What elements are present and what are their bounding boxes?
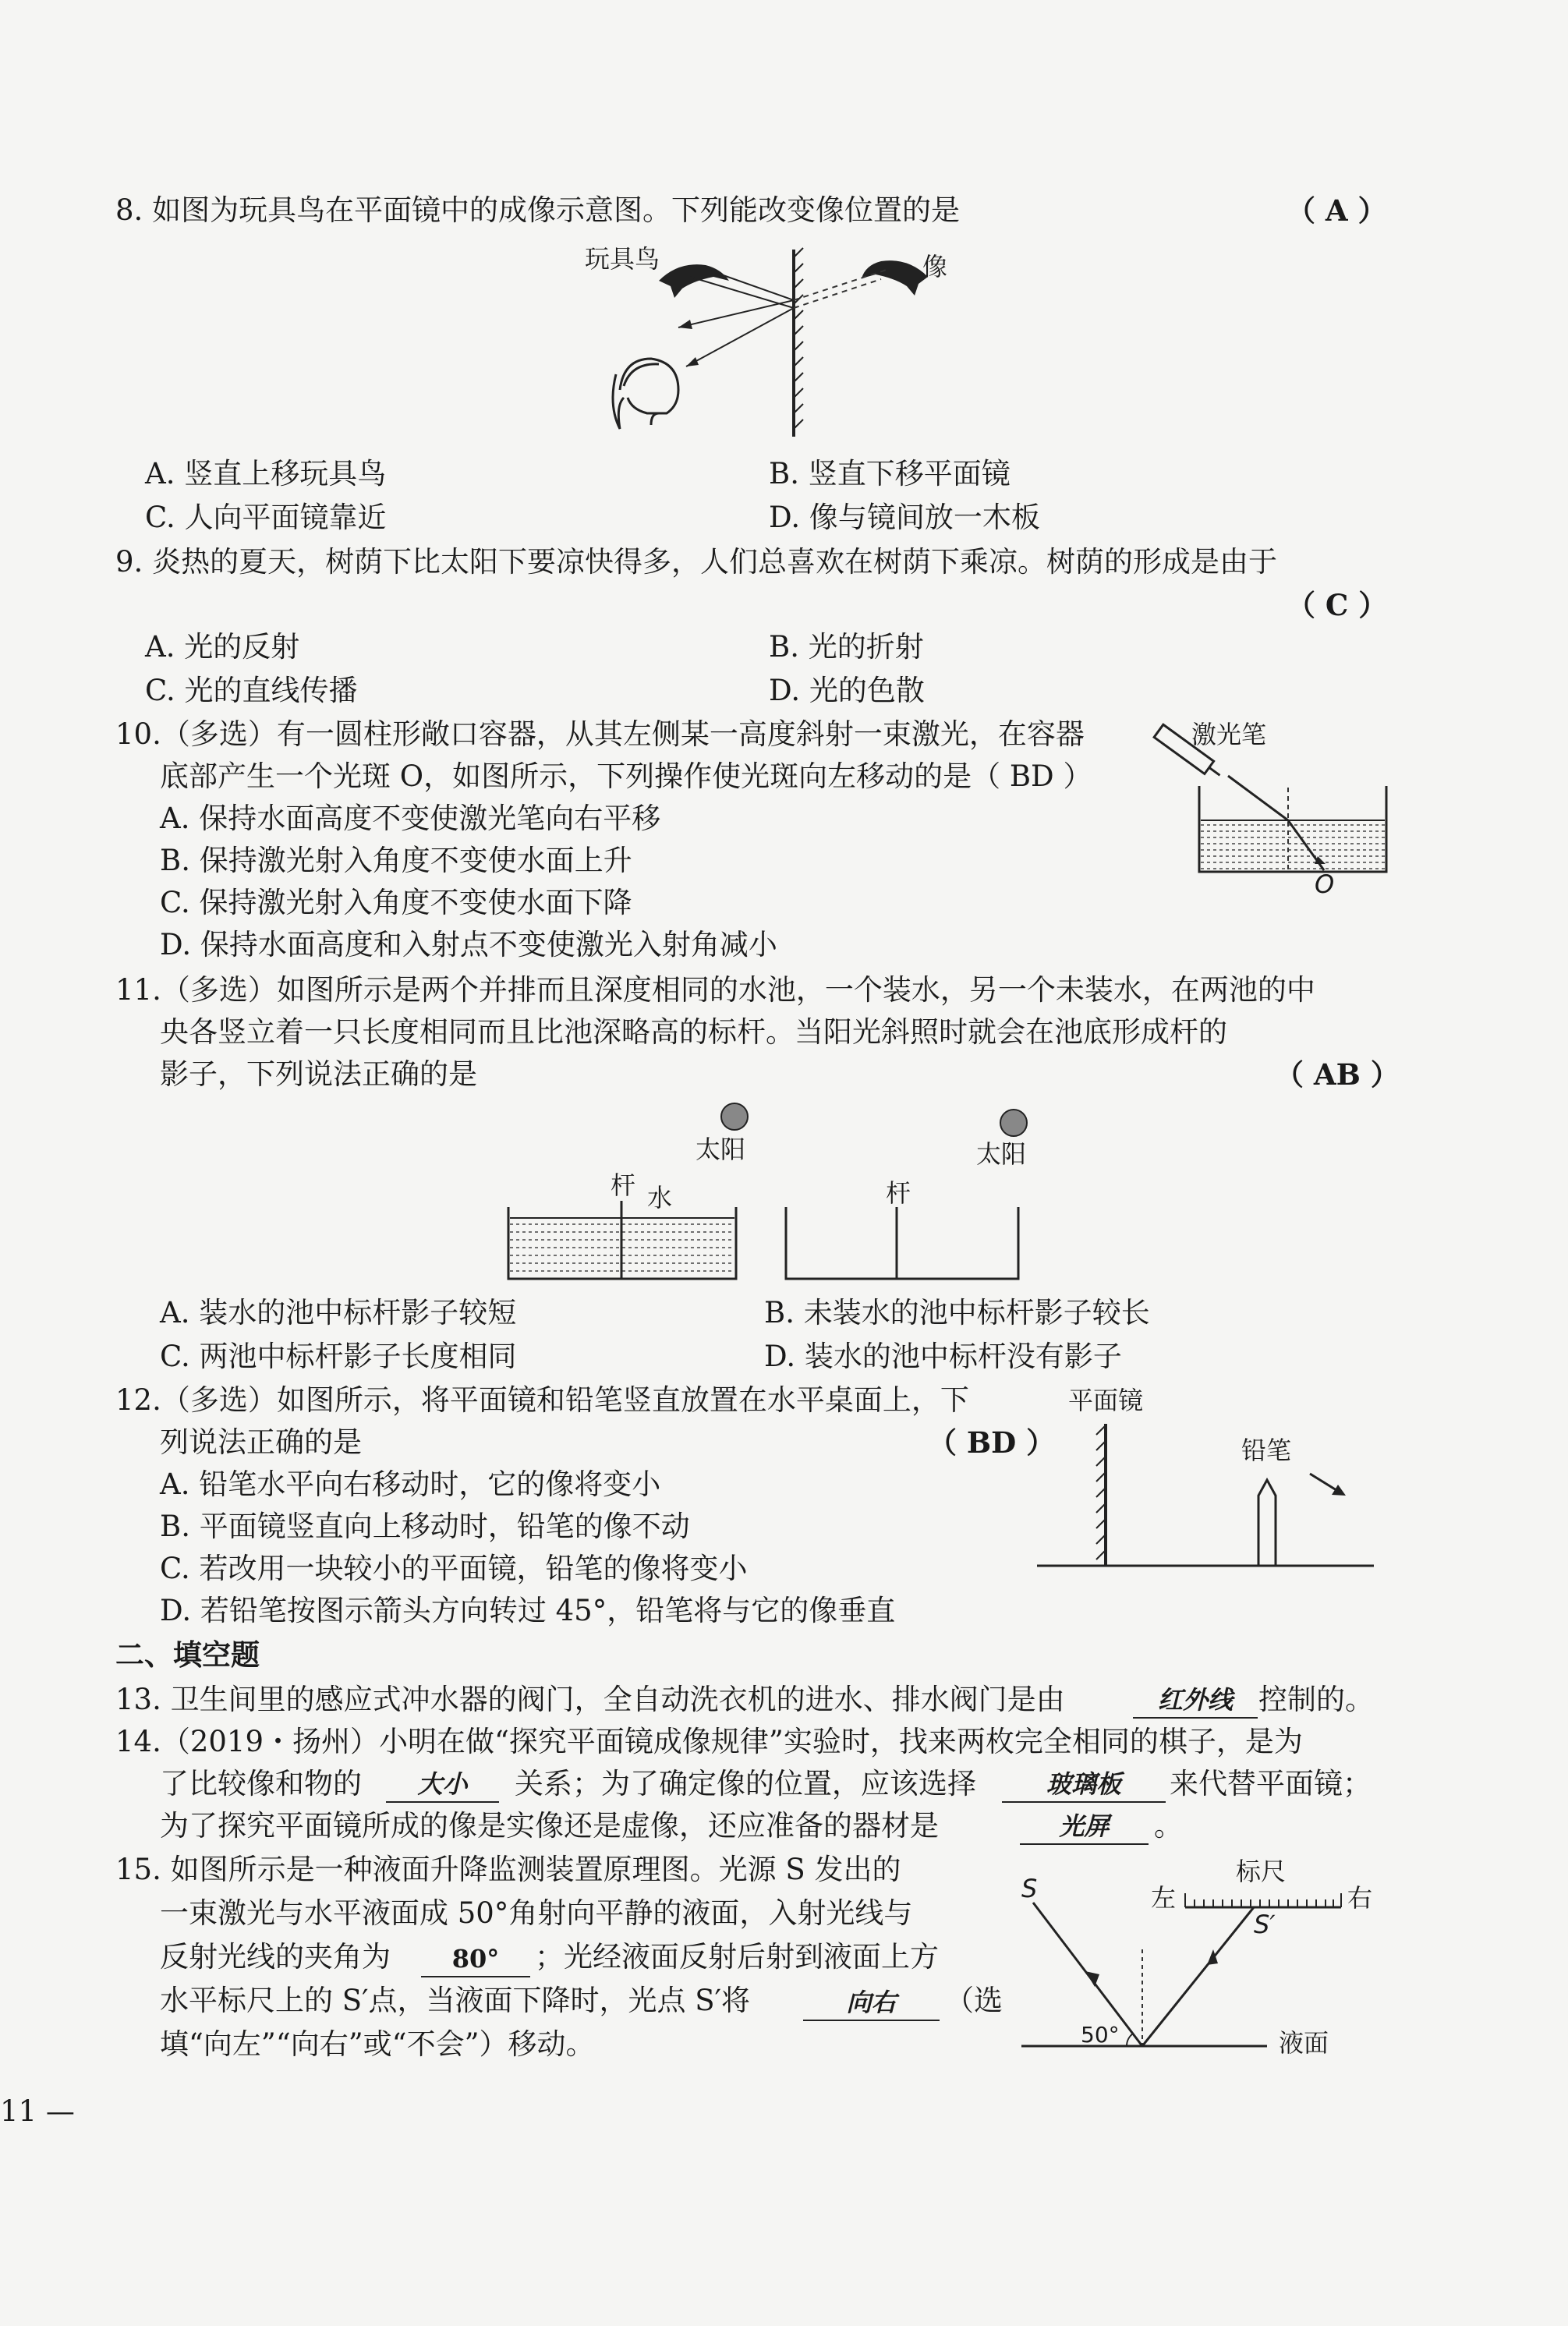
q15-line5: 填“向左”“向右”或“不会”）移动。 — [160, 2027, 595, 2061]
q15-fig-spot-label: S′ — [1254, 1910, 1276, 1939]
q11-option-b: B. 未装水的池中标杆影子较长 — [764, 1296, 1150, 1329]
q14-l2a: 了比较像和物的 — [160, 1767, 362, 1800]
q15-fig-source-label: S — [1021, 1874, 1038, 1903]
q12-option-d: D. 若铅笔按图示箭头方向转过 45°，铅笔将与它的像垂直 — [160, 1594, 896, 1627]
q8-fig-image-label: 像 — [922, 252, 948, 281]
q10-option-b: B. 保持激光射入角度不变使水面上升 — [160, 844, 632, 877]
q8-option-b: B. 竖直下移平面镜 — [769, 457, 1011, 490]
q9-option-a: A. 光的反射 — [145, 630, 300, 664]
q9-option-c: C. 光的直线传播 — [145, 674, 358, 707]
q15-line2: 一束激光与水平液面成 50°角射向平静的液面，入射光线与 — [160, 1896, 913, 1930]
q12-line1: 12.（多选）如图所示，将平面镜和铅笔竖直放置在水平桌面上，下 — [115, 1383, 969, 1417]
q11-option-d: D. 装水的池中标杆没有影子 — [764, 1340, 1122, 1373]
q12-fig-mirror-label: 平面镜 — [1068, 1386, 1144, 1415]
q11-line3: 影子，下列说法正确的是 — [160, 1057, 477, 1091]
q9-stem: 9. 炎热的夏天，树荫下比太阳下要凉快得多，人们总喜欢在树荫下乘凉。树荫的形成是由于 — [115, 545, 1278, 579]
q8-option-d: D. 像与镜间放一木板 — [769, 501, 1040, 534]
q10-fig-laser-label: 激光笔 — [1191, 720, 1267, 749]
q8-answer: （ A ） — [1287, 193, 1387, 228]
q10-option-a: A. 保持水面高度不变使激光笔向右平移 — [160, 802, 661, 835]
q14-l2c: 来代替平面镜； — [1170, 1767, 1372, 1800]
q10-line1: 10.（多选）有一圆柱形敞口容器，从其左侧某一高度斜射一束激光，在容器 — [115, 717, 1085, 751]
q10-option-c: C. 保持激光射入角度不变使水面下降 — [160, 886, 632, 919]
q10-line2: 底部产生一个光斑 O，如图所示，下列操作使光斑向左移动的是（ BD ） — [160, 759, 1092, 793]
q9-option-d: D. 光的色散 — [769, 674, 925, 707]
q8-option-a: A. 竖直上移玩具鸟 — [145, 457, 387, 490]
q15-reflected-ray — [1142, 1907, 1254, 2046]
q11-line2: 央各竖立着一只长度相同而且比池深略高的标杆。当阳光斜照时就会在池底形成杆的 — [160, 1015, 1227, 1049]
q11-fig-water-label: 水 — [647, 1183, 673, 1213]
q11-fig-pole-left-label: 杆 — [611, 1170, 636, 1200]
q14-l3b: 。 — [1154, 1809, 1183, 1843]
q15-blank1: 80° — [421, 1942, 530, 1977]
q11-option-c: C. 两池中标杆影子长度相同 — [160, 1340, 517, 1373]
q12-answer: （ BD ） — [928, 1425, 1056, 1460]
q9-answer: （ C ） — [1287, 588, 1388, 622]
q15-l4a: 水平标尺上的 S′点，当液面下降时，光点 S′将 — [160, 1984, 751, 2017]
q15-fig-angle-label: 50° — [1081, 2022, 1120, 2048]
q14-line1: 14.（2019・扬州）小明在做“探究平面镜成像规律”实验时，找来两枚完全相同的棋子，是为 — [115, 1725, 1303, 1758]
q15-fig-surface-label: 液面 — [1279, 2028, 1329, 2058]
q15-l3a: 反射光线的夹角为 — [160, 1940, 391, 1974]
q11-line1: 11.（多选）如图所示是两个并排而且深度相同的水池，一个装水，另一个未装水，在两池的中 — [115, 973, 1315, 1007]
q10-fig-spot-label: O — [1315, 869, 1335, 899]
q14-blank2: 玻璃板 — [1002, 1767, 1166, 1803]
section-2-title: 二、填空题 — [115, 1637, 260, 1672]
q11-fig-sun-left-label: 太阳 — [696, 1135, 746, 1164]
q12-line2: 列说法正确的是 — [160, 1425, 362, 1459]
q11-option-a: A. 装水的池中标杆影子较短 — [160, 1296, 517, 1329]
q12-option-a: A. 铅笔水平向右移动时，它的像将变小 — [160, 1467, 661, 1501]
q9-option-b: B. 光的折射 — [769, 630, 924, 664]
q8-option-c: C. 人向平面镜靠近 — [145, 501, 387, 534]
q14-blank3: 光屏 — [1020, 1809, 1149, 1845]
q14-blank1: 大小 — [386, 1767, 499, 1803]
q13-blank: 红外线 — [1133, 1683, 1258, 1719]
q14-l2b: 关系；为了确定像的位置，应该选择 — [515, 1767, 976, 1800]
q15-l3b: ；光经液面反射后射到液面上方 — [535, 1940, 939, 1974]
q13-pre: 13. 卫生间里的感应式冲水器的阀门，全自动洗衣机的进水、排水阀门是由 — [115, 1683, 1065, 1716]
q14-l3a: 为了探究平面镜所成的像是实像还是虚像，还应准备的器材是 — [160, 1809, 939, 1843]
q15-line1: 15. 如图所示是一种液面升降监测装置原理图。光源 S 发出的 — [115, 1853, 901, 1886]
q12-option-c: C. 若改用一块较小的平面镜，铅笔的像将变小 — [160, 1552, 748, 1585]
q10-option-d: D. 保持水面高度和入射点不变使激光入射角减小 — [160, 928, 777, 961]
q12-fig-pencil-label: 铅笔 — [1241, 1436, 1292, 1465]
q13-post: 控制的。 — [1258, 1683, 1374, 1716]
q8-stem: 8. 如图为玩具鸟在平面镜中的成像示意图。下列能改变像位置的是 — [115, 193, 961, 227]
q15-l4b: （选 — [945, 1984, 1003, 2017]
q15-fig-right-label: 右 — [1347, 1883, 1373, 1913]
q15-fig-ruler-label: 标尺 — [1236, 1857, 1287, 1886]
q15-blank2: 向右 — [803, 1985, 940, 2021]
q11-fig-sun-right-label: 太阳 — [976, 1139, 1027, 1169]
q12-option-b: B. 平面镜竖直向上移动时，铅笔的像不动 — [160, 1510, 690, 1543]
q8-fig-toy-bird-label: 玩具鸟 — [585, 244, 660, 274]
q11-answer: （ AB ） — [1275, 1057, 1400, 1092]
page-number: 11 — — [0, 2094, 75, 2128]
q15-fig-left-label: 左 — [1151, 1883, 1177, 1913]
q11-fig-pole-right-label: 杆 — [886, 1178, 911, 1208]
